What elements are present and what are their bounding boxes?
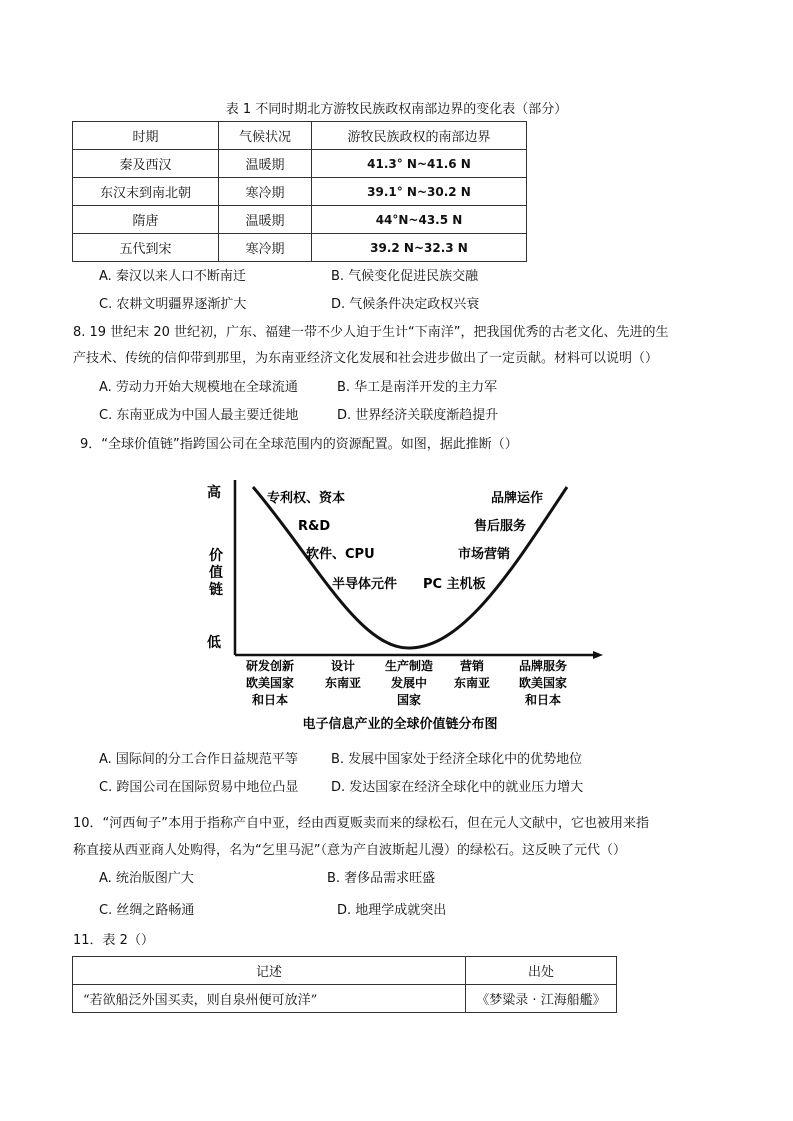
curve-label: 售后服务 <box>474 519 527 534</box>
q10-option-c[interactable]: C. 丝绸之路畅通 <box>99 903 195 918</box>
table-cell: 东汉末到南北朝 <box>73 178 219 206</box>
chart-caption: 电子信息产业的全球价值链分布图 <box>302 717 498 732</box>
q9-stem: 9．“全球价值链”指跨国公司在全球范围内的资源配置。如图，据此推断（） <box>80 437 518 452</box>
q8-stem-line1: 8. 19 世纪末 20 世纪初，广东、福建一带不少人迫于生计“下南洋”，把我国优秀的古老文化、先进的生 <box>73 325 669 340</box>
table-cell: 39.1° N~30.2 N <box>312 178 527 206</box>
x-group-label: 生产制造 <box>384 659 434 673</box>
table-row <box>73 206 527 234</box>
table1-header: 游牧民族政权的南部边界 <box>312 122 527 150</box>
x-group-label: 东南亚 <box>453 676 491 690</box>
table-cell: 五代到宋 <box>73 234 219 262</box>
y-axis-high-label: 高 <box>207 485 221 501</box>
x-group-label: 国家 <box>396 693 422 707</box>
curve-label: 专利权、资本 <box>267 491 346 506</box>
q10-option-d[interactable]: D. 地理学成就突出 <box>337 903 447 918</box>
q7-option-d[interactable]: D. 气候条件决定政权兴衰 <box>331 297 480 312</box>
curve-label: R&D <box>298 519 331 534</box>
y-axis-label: 值 <box>209 565 223 581</box>
table-cell: 温暖期 <box>219 206 312 234</box>
x-group-label: 设计 <box>330 659 356 673</box>
q8-option-a[interactable]: A. 劳动力开始大规模地在全球流通 <box>99 380 298 395</box>
table1-header: 气候状况 <box>219 122 312 150</box>
value-chain-chart <box>195 465 605 745</box>
q8-option-c[interactable]: C. 东南亚成为中国人最主要迁徙地 <box>99 408 299 423</box>
table-cell: 寒冷期 <box>219 178 312 206</box>
q7-option-a[interactable]: A. 秦汉以来人口不断南迁 <box>99 269 246 284</box>
x-axis-arrow <box>593 651 603 659</box>
q9-option-d[interactable]: D. 发达国家在经济全球化中的就业压力增大 <box>331 780 584 795</box>
table-row <box>73 178 527 206</box>
q10-option-b[interactable]: B. 奢侈品需求旺盛 <box>327 871 436 886</box>
x-group-label: 欧美国家 <box>245 676 295 690</box>
table-cell: 秦及西汉 <box>73 150 219 178</box>
q7-option-c[interactable]: C. 农耕文明疆界逐渐扩大 <box>99 297 247 312</box>
table-cell: 《梦粱录 · 江海船艦》 <box>466 985 617 1013</box>
table-cell: 温暖期 <box>219 150 312 178</box>
q7-option-b[interactable]: B. 气候变化促进民族交融 <box>331 269 479 284</box>
q8-stem-line2: 产技术、传统的信仰带到那里，为东南亚经济文化发展和社会进步做出了一定贡献。材料可以说明（） <box>73 351 659 366</box>
x-group-label: 东南亚 <box>324 676 362 690</box>
x-group-label: 和日本 <box>524 693 562 707</box>
table2 <box>72 956 617 1013</box>
q11-stem: 11．表 2（） <box>73 933 154 948</box>
table2-header: 记述 <box>73 957 466 985</box>
x-group-label: 和日本 <box>251 693 289 707</box>
curve-label: 市场营销 <box>458 547 511 562</box>
table-cell: 41.3° N~41.6 N <box>312 150 527 178</box>
y-axis-low-label: 低 <box>207 635 221 651</box>
table1-header: 时期 <box>73 122 219 150</box>
q10-stem-line2: 称直接从西亚商人处购得，名为“乞里马泥”（意为产自波斯起儿漫）的绿松石。这反映了元代（） <box>73 843 626 858</box>
curve-label: PC 主机板 <box>423 577 486 592</box>
q10-option-a[interactable]: A. 统治版图广大 <box>99 871 194 886</box>
y-axis-label: 价 <box>209 548 223 564</box>
table-row <box>73 150 527 178</box>
x-group-label: 发展中 <box>390 676 428 690</box>
q9-option-a[interactable]: A. 国际间的分工合作日益规范平等 <box>99 752 298 767</box>
x-group-label: 品牌服务 <box>518 659 568 673</box>
table-cell: 44°N~43.5 N <box>312 206 527 234</box>
table-row <box>73 234 527 262</box>
table-cell: 39.2 N~32.3 N <box>312 234 527 262</box>
smile-curve <box>253 487 567 648</box>
table1-title: 表 1 不同时期北方游牧民族政权南部边界的变化表（部分） <box>225 102 568 117</box>
q8-option-d[interactable]: D. 世界经济关联度渐趋提升 <box>337 408 499 423</box>
curve-label: 软件、CPU <box>306 547 375 562</box>
curve-label: 品牌运作 <box>491 491 544 506</box>
x-group-label: 研发创新 <box>245 659 295 673</box>
table-cell: “若欲船泛外国买卖，则自泉州便可放洋” <box>73 985 466 1013</box>
table-cell: 寒冷期 <box>219 234 312 262</box>
table-cell: 隋唐 <box>73 206 219 234</box>
x-group-label: 欧美国家 <box>518 676 568 690</box>
table1 <box>72 121 527 262</box>
q8-option-b[interactable]: B. 华工是南洋开发的主力军 <box>337 380 498 395</box>
y-axis-label: 链 <box>209 582 223 598</box>
q10-stem-line1: 10．“河西甸子”本用于指称产自中亚，经由西夏贩卖而来的绿松石，但在元人文献中，它也被用来指 <box>73 816 650 831</box>
table2-header: 出处 <box>466 957 617 985</box>
x-group-label: 营销 <box>459 659 485 673</box>
q9-option-b[interactable]: B. 发展中国家处于经济全球化中的优势地位 <box>331 752 583 767</box>
table-row <box>73 985 617 1013</box>
q9-option-c[interactable]: C. 跨国公司在国际贸易中地位凸显 <box>99 780 299 795</box>
curve-label: 半导体元件 <box>332 577 398 592</box>
